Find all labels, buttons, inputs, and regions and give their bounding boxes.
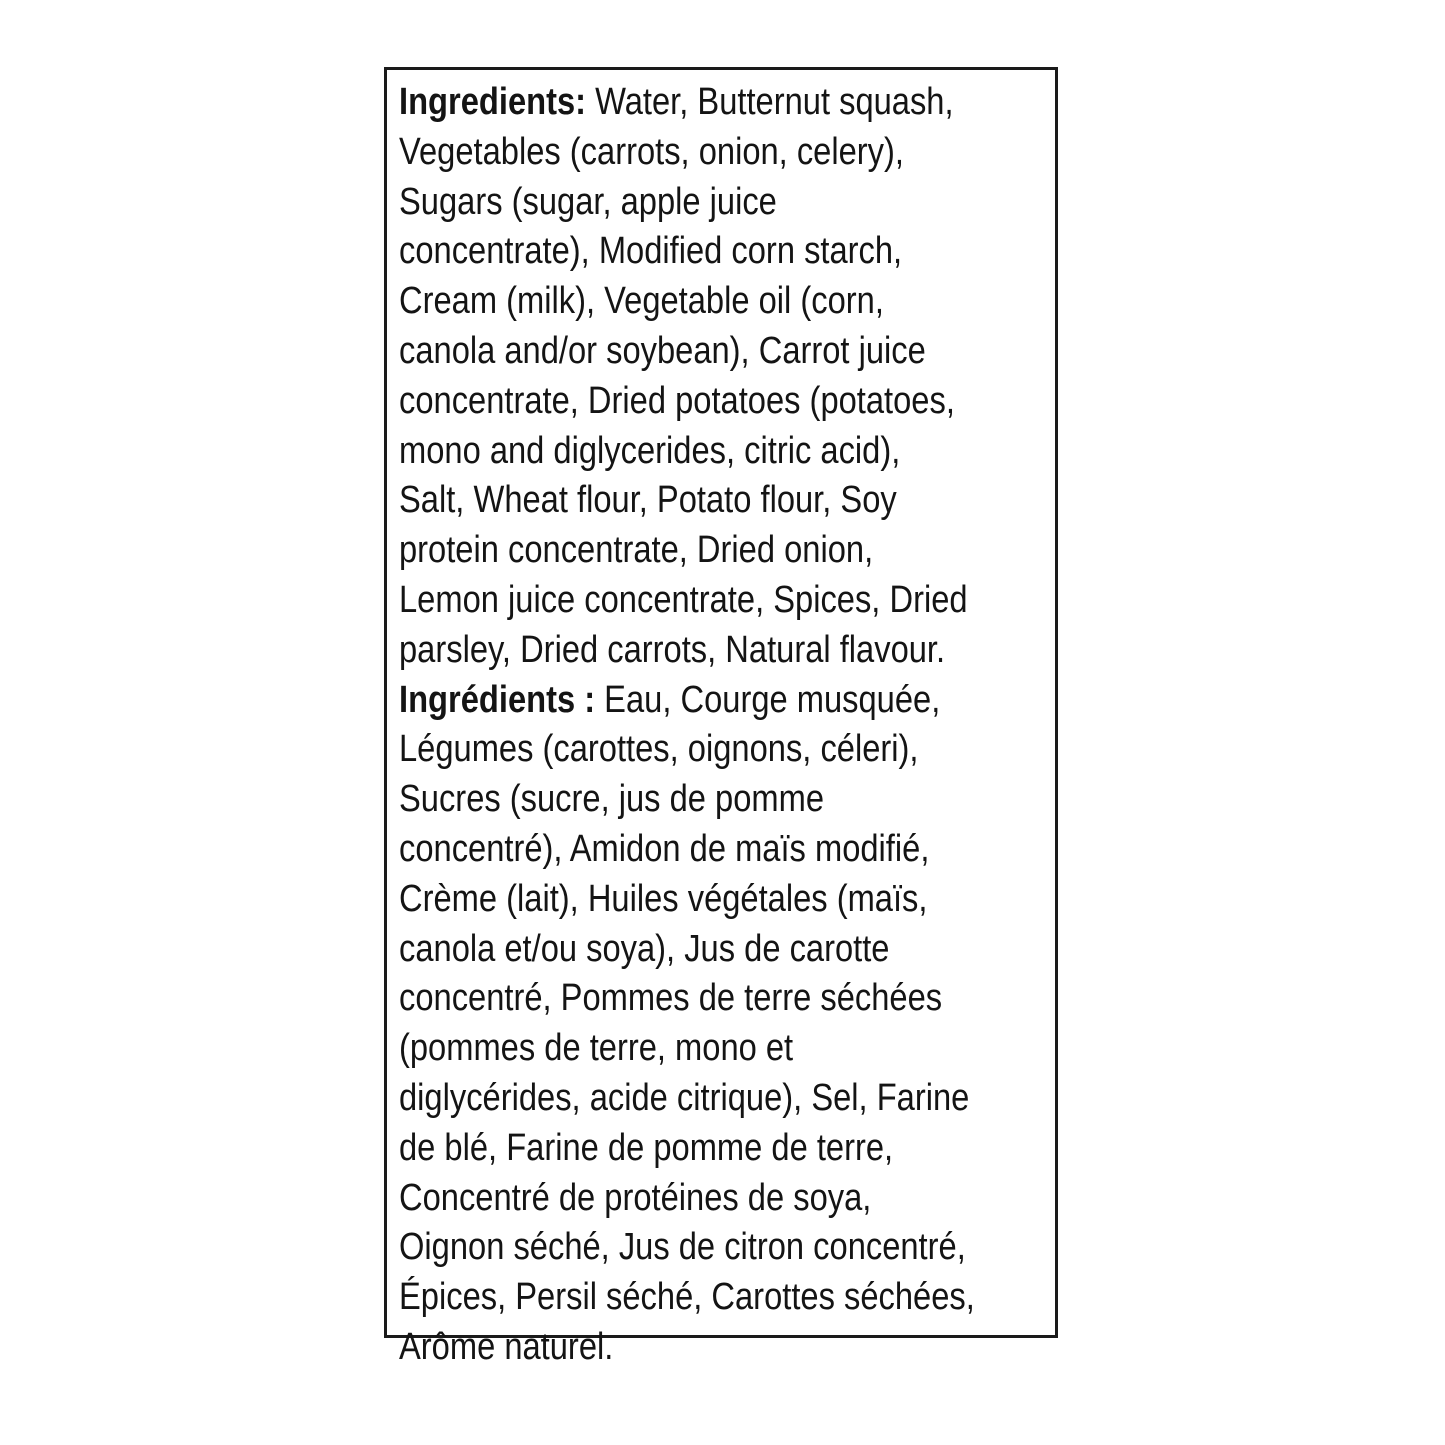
english-line-7: mono and diglycerides, citric acid),	[399, 429, 901, 472]
english-line-4: Cream (milk), Vegetable oil (corn,	[399, 280, 884, 323]
english-heading: Ingredients:	[399, 81, 587, 123]
french-line-6: concentré, Pommes de terre séchées	[399, 977, 943, 1020]
french-line-8: diglycérides, acide citrique), Sel, Farine	[399, 1076, 970, 1119]
french-line-2: Sucres (sucre, jus de pomme	[399, 778, 825, 821]
french-line-3: concentré), Amidon de maïs modifié,	[399, 827, 930, 870]
french-first-line	[399, 676, 961, 726]
english-line-3: concentrate), Modified corn starch,	[399, 230, 903, 273]
english-first-line	[399, 78, 961, 128]
english-line-8: Salt, Wheat flour, Potato flour, Soy	[399, 479, 897, 522]
english-line-10: Lemon juice concentrate, Spices, Dried	[399, 578, 968, 621]
english-line-2: Sugars (sugar, apple juice	[399, 180, 777, 223]
french-line-9: de blé, Farine de pomme de terre,	[399, 1126, 894, 1169]
english-line-6: concentrate, Dried potatoes (potatoes,	[399, 379, 955, 422]
french-line-11: Oignon séché, Jus de citron concentré,	[399, 1226, 966, 1269]
english-line-11: parsley, Dried carrots, Natural flavour.	[399, 628, 946, 671]
ingredients-label-panel	[384, 67, 1058, 1368]
french-line-4: Crème (lait), Huiles végétales (maïs,	[399, 877, 928, 920]
french-line-5: canola et/ou soya), Jus de carotte	[399, 927, 890, 970]
ingredients-text-block	[399, 78, 975, 1373]
french-line-12: Épices, Persil séché, Carottes séchées,	[399, 1276, 975, 1319]
french-line-0: Eau, Courge musquée,	[595, 678, 941, 721]
english-line-9: protein concentrate, Dried onion,	[399, 529, 874, 572]
english-line-5: canola and/or soybean), Carrot juice	[399, 329, 926, 372]
french-line-13: Arôme naturel.	[399, 1325, 614, 1368]
french-line-1: Légumes (carottes, oignons, céleri),	[399, 728, 919, 771]
french-line-7: (pommes de terre, mono et	[399, 1027, 794, 1070]
french-heading: Ingrédients :	[399, 678, 596, 721]
english-line-1: Vegetables (carrots, onion, celery),	[399, 130, 904, 173]
french-line-10: Concentré de protéines de soya,	[399, 1176, 872, 1219]
english-line-0: Water, Butternut squash,	[586, 81, 954, 123]
